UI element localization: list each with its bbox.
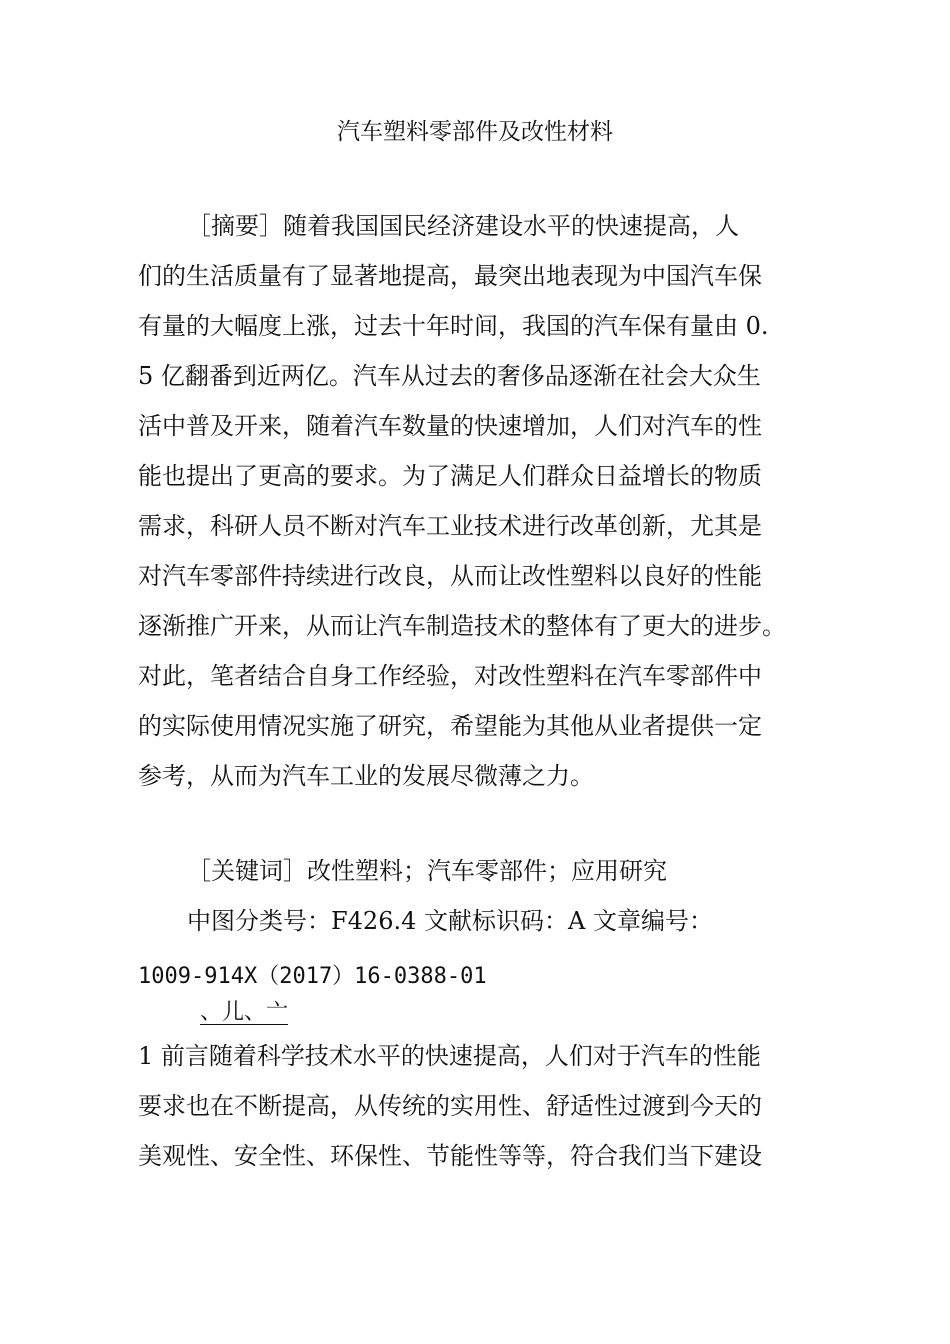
document-title: 汽车塑料零部件及改性材料 [337, 119, 613, 145]
abstract-line: 活中普及开来，随着汽车数量的快速增加，人们对汽车的性 [138, 412, 762, 440]
abstract-line: 参考，从而为汽车工业的发展尽微薄之力。 [138, 762, 594, 790]
ocr-artifact: 、儿、亠 [200, 1000, 289, 1025]
abstract-line: 的实际使用情况实施了研究，希望能为其他从业者提供一定 [138, 712, 762, 740]
article-number: 1009-914X（2017）16-0388-01 [138, 964, 487, 989]
keywords-line: ［关键词］改性塑料；汽车零部件；应用研究 [187, 857, 667, 885]
abstract-line: 们的生活质量有了显著地提高，最突出地表现为中国汽车保 [138, 262, 762, 290]
abstract-line: 逐渐推广开来，从而让汽车制造技术的整体有了更大的进步。 [138, 612, 786, 640]
abstract-line: ［摘要］随着我国国民经济建设水平的快速提高，人 [187, 212, 739, 240]
abstract-line: 5 亿翻番到近两亿。汽车从过去的奢侈品逐渐在社会大众生 [138, 362, 761, 390]
abstract-line: 对汽车零部件持续进行改良，从而让改性塑料以良好的性能 [138, 562, 762, 590]
abstract-line: 需求，科研人员不断对汽车工业技术进行改革创新，尤其是 [138, 512, 762, 540]
intro-line: 1 前言随着科学技术水平的快速提高，人们对于汽车的性能 [138, 1042, 761, 1070]
intro-line: 美观性、安全性、环保性、节能性等等，符合我们当下建设 [138, 1142, 762, 1170]
abstract-line: 有量的大幅度上涨，过去十年时间，我国的汽车保有量由 0. [138, 312, 769, 340]
intro-line: 要求也在不断提高，从传统的实用性、舒适性过渡到今天的 [138, 1092, 762, 1120]
classification-line: 中图分类号：F426.4 文献标识码：A 文章编号： [187, 907, 713, 935]
abstract-line: 能也提出了更高的要求。为了满足人们群众日益增长的物质 [138, 462, 762, 490]
abstract-line: 对此，笔者结合自身工作经验，对改性塑料在汽车零部件中 [138, 662, 762, 690]
